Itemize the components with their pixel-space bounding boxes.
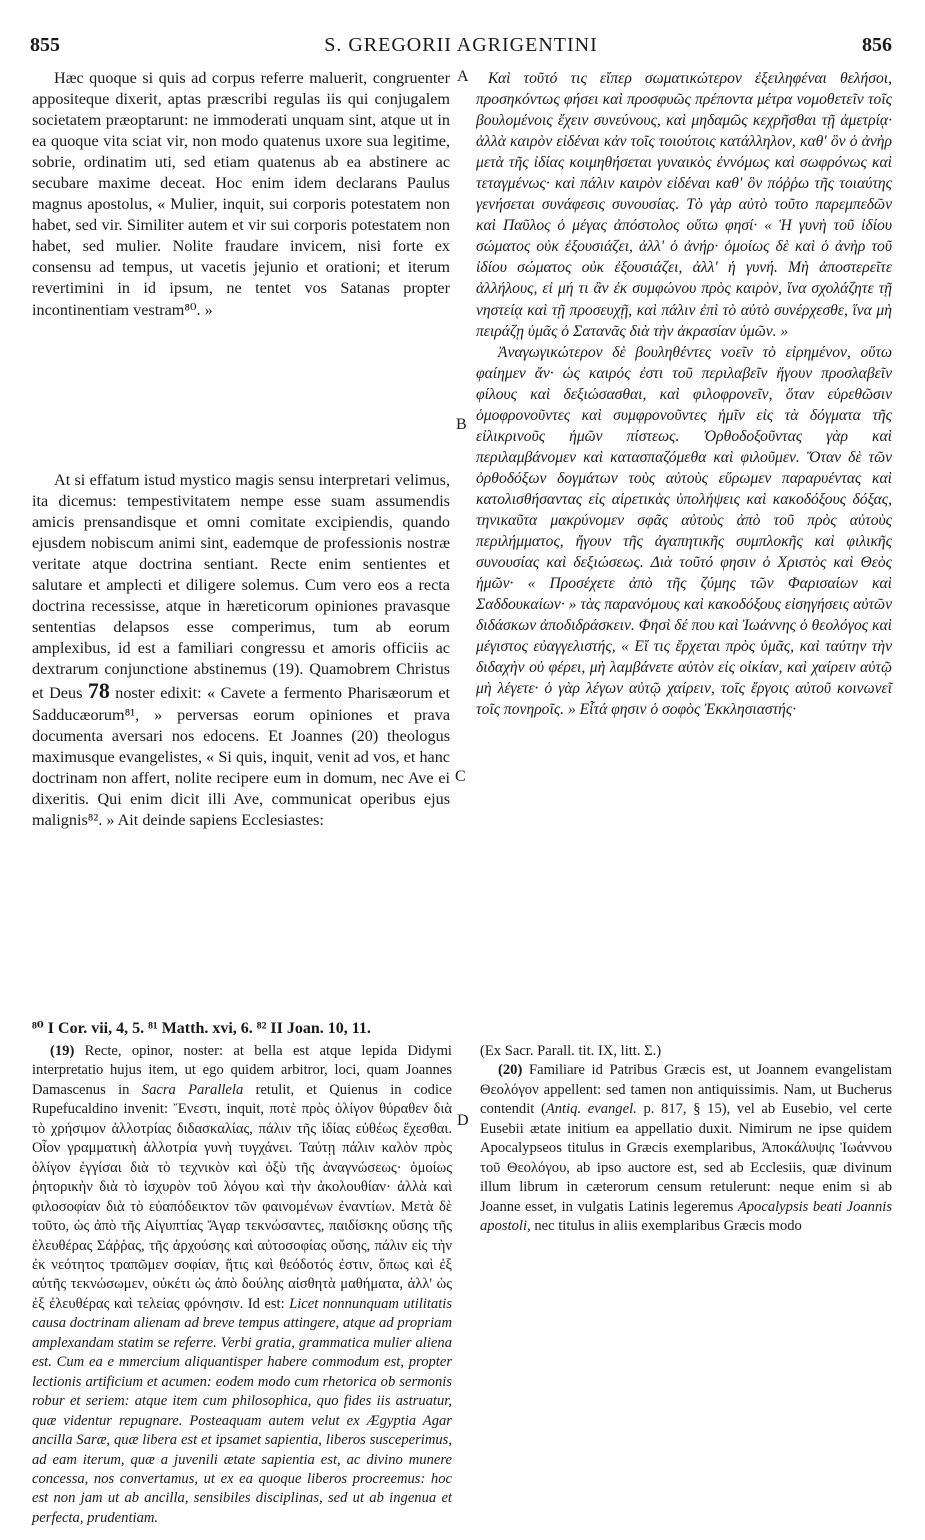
note-19-label: (19): [50, 1043, 75, 1059]
running-title: S. GREGORII AGRIGENTINI: [324, 34, 598, 56]
latin-column-part-1: [32, 68, 450, 321]
note-19-translation: Licet nonnunquam utilitatis causa doctrinam alienam ad breve tempus attingere, atque ad propriam amplexandam statim se referre. Verbi gratia, grammatica mulier aliena est. Cum ea e mmercium aliquantisper habere commodum est, propter lectionis artificium et acumen: eodem modo cum rhetorica ob sermonis robur et seriem: atque item cum philosophica, quo fides iis astruatur, quæ videntur repugnare. Posteaquam autem velut ex Ægyptia Agar ancilla Saræ, quæ libera est et ipsamet sapientia, liberos susceperimus, ad eam iterum, quæ a juvenili ætate sapientia est, ac divino munere concessa, nos convertamus, ut ex ea quoque liberos procreemus: hoc est non jam ut ab ancilla, sensibiles disciplinas, sed ut ab ingenua et perfecta, prudentiam.: [32, 1295, 453, 1526]
margin-letter-d: D: [457, 1112, 469, 1129]
margin-letter-b: B: [456, 416, 467, 433]
margin-letter-a: A: [457, 68, 469, 85]
note-20-italic-b: Apocalypsis beati Joannis apostoli,: [480, 1198, 892, 1235]
note-19-text-a: Recte, opinor, noster: at bella est atque lepida Didymi interpretatio hujus item, ut ego quidem arbitror, loci, quam Joannes Damascenus in: [32, 1043, 452, 1098]
note-20-paragraph: [480, 1061, 892, 1236]
note-20-italic-a: Antiq. evangel.: [545, 1101, 637, 1118]
page-number-left: 855: [30, 34, 60, 56]
edition-number: 78: [87, 678, 110, 704]
note-19-source: (Ex Sacr. Parall. tit. IX, litt. Σ.): [480, 1043, 662, 1059]
note-20-label: (20): [498, 1062, 523, 1079]
page-header: [30, 34, 892, 62]
latin-column-part-2: [32, 470, 450, 831]
scripture-references: ⁸⁰ I Cor. vii, 4, 5. ⁸¹ Matth. xvi, 6. ⁸² II Joan. 10, 11.: [32, 1020, 371, 1037]
greek-paragraph-2: Ἀναγωγικώτερον δὲ βουληθέντες νοεῖν τὸ εἰρημένον, οὕτω φαίημεν ἄν· ὡς καιρός ἐστι τοῦ περιλαβεῖν ἤγουν προσλαβεῖν φίλους καὶ δεξιώσασθαι, καὶ φιλοφρονεῖν, ὅταν εὑρεθῶσιν ὁμοφρονοῦντες καὶ συμφρονοῦντες ἡμῖν εἰς τὰ δόγματα τῆς εἰλικρινοῦς ἡμῶν πίστεως. Ὀρθοδοξοῦντας γὰρ καὶ περιλαμβάνομεν καὶ κατασπαζόμεθα καὶ φιλοῦμεν. Ὅταν δὲ τῶν ὀρθοδόξων δογμάτων τοὺς αὐτοὺς εὕρωμεν παραρυέντας καὶ κατολισθήσαντας εἰς αἱρετικὰς ὑπολήψεις καὶ κακοδόξους δόξας, τηνικαῦτα μακρύνομεν σφᾶς αὐτοὺς ἀπὸ τοῦ πρὸς αὐτοὺς περιλήμματος, ἤγουν τῆς ἀγαπητικῆς συμπλοκῆς καὶ φιλικῆς συνουσίας καὶ δεξιώσεως. Διὰ τοῦτό φησιν ὁ Χριστὸς καὶ Θεὸς ἡμῶν· « Προσέχετε ἀπὸ τῆς ζύμης τῶν Φαρισαίων καὶ Σαδδουκαίων· » τὰς παρανόμους καὶ κακοδόξους εἰσηγήσεις αὐτῶν διδάσκων ἀποδιδράσκειν. Φησὶ δέ που καὶ Ἰωάννης ὁ θεολόγος καὶ μέγιστος εὐαγγελιστής, « Εἴ τις ἔρχεται πρὸς ὑμᾶς, καὶ ταύτην τὴν διδαχὴν οὐ φέρει, μὴ λαμβάνετε αὐτὸν εἰς οἰκίαν, καὶ χαίρειν αὐτῷ μὴ λέγετε· ὁ γὰρ λέγων αὐτῷ χαίρειν, τοῖς ἔργοις αὐτοῦ κοινωνεῖ τοῖς πονηροῖς. » Εἶτά φησιν ὁ σοφὸς Ἐκκλησιαστής·: [476, 343, 892, 719]
note-20-text-a: Familiare id Patribus Græcis est, ut Joannem evangelistam Θεολόγον appellent: sed tamen non antiquissimis. Nam, ut Bucherus contendit (: [480, 1062, 892, 1118]
note-20-text-b: p. 817, § 15), vel ab Eusebio, vel certe Eusebii ætate initium ea appellatio duxit. Nimirum ne ipse quidem Apocalypseos titulus in Græcis exemplaribus, Ἀποκάλυψις Ἰωάννου τοῦ Θεολόγου, ab ipso auctore est, sed ab Ecclesiis, quæ divinum illum librum in cæterorum censum retulerunt: neque enim si ab Joanne esset, in vulgatis Latinis legeremus: [480, 1101, 892, 1215]
page-number-right: 856: [862, 34, 892, 56]
note-19: [32, 1042, 452, 1528]
latin-paragraph-2-b: noster edixit: « Cavete a fermento Pharisæorum et Sadducæorum⁸¹, » perversas eorum opiniones et prava documenta aversari nos edocens. Et Joannes (20) theologus maximusque evangelistes, « Si quis, inquit, venit ad vos, et hanc doctrinam non affert, nolite recipere eum in domum, nec Ave ei dixeritis. Qui enim dicit illi Ave, communicat operibus ejus malignis⁸². » Ait deinde sapiens Ecclesiastes:: [32, 684, 451, 829]
note-19-text-b: retulit, et Quienus in codice Rupefucaldino invenit: Ἔνεστι, inquit, ποτὲ πρὸς ὀλίγον θύραθεν διὰ τὸ χρήσιμον ἀλλοτρίας διδασκαλίας, πάλιν τῆς ἰδίας εὐθέως ἔχεσθαι. Οἷον γραμματικὴ ἀλλοτρία γυνὴ τυγχάνει. Ταύτῃ πάλιν καλὸν πρὸς ὀλίγον ἐγγίσαι διὰ τὸ τεχνικὸν καὶ ὀξὺ τῆς ἀναγνώσεως· ὁμοίως ῥητορικὴν διὰ τὸ ἰσχυρὸν τοῦ λόγου καὶ τὴν ἀκολουθίαν· ἀλλὰ καὶ φιλοσοφίαν διὰ τὸ εὐαπόδεικτον τῶν φαινομένων ἐναντίων. Μετὰ δὲ τοῦτο, ὡς ἀπὸ τῆς Αἰγυπτίας Ἄγαρ τεκνώσαντες, παιδίσκης οὔσης τῆς ἐλευθέρας Σάῤῥας, τῆς ἀρχούσης καὶ αὐτοσοφίας οὔσης, πάλιν εἰς τὴν ἐκ νεότητος τραπῶμεν σοφίαν, ἥτις καὶ θεόδοτός ἐστιν, ὅπως καὶ ἐξ αὐτῆς τεκνώσωμεν, οὐκέτι ὡς ἀπὸ δούλης αἰσθητὰ μαθήματα, ἀλλ' ὡς ἐξ ἐλευθέρας καὶ τελείας φρόνησιν. Id est:: [32, 1081, 452, 1312]
note-20-text-c: nec titulus in aliis exemplaribus Græcis modo: [534, 1218, 802, 1235]
margin-letter-c: C: [455, 768, 466, 785]
greek-column: [476, 68, 892, 720]
note-19-paragraph: [32, 1042, 452, 1528]
note-continuation-and-20: [480, 1042, 892, 1237]
latin-paragraph-2-a: At si effatum istud mystico magis sensu interpretari velimus, ita dicemus: tempestivitatem nempe esse suam assumendis amicis prensandisque et omni comitate excipiendis, quando ejusdem nobiscum animi sint, eademque de professionis nostræ veritate atque doctrina sentiant. Recte enim sentientes et salutare et amplecti et diligere solemus. Cum vero eos a recta doctrina recessisse, atque in hæreticorum opiniones pravasque sententias delapsos esse comperimus, tum ab eorum amplexibus, id est a familiari congressu et amoris officiis ac dextrarum conjunctione abstinemus (19). Quamobrem Christus et Deus: [32, 471, 450, 703]
note-19-italic-a: Sacra Parallela: [141, 1081, 244, 1098]
greek-paragraph-1: Καὶ τοῦτό τις εἴπερ σωματικώτερον ἐξειληφέναι θελήσοι, προσηκόντως φήσει καὶ προσφυῶς πρέποντα μέτρα νομοθετεῖν τοῖς βουλομένοις ἔχειν συνεύνους, καὶ μηδαμῶς κεχρῆσθαι τῇ ἀμετρίᾳ· ἀλλὰ καιρὸν εἰδέναι κἀν τοῖς τοιούτοις κατάλληλον, καθ' ὃν ὁ ἀνὴρ μετὰ τῆς ἰδίας κοιμηθήσεται γυναικὸς ἐννόμως καὶ σωφρόνως καὶ τεταγμένως· καὶ πάλιν καιρὸν εἰδέναι καθ' ὃν πόῤῥω τῆς τοιαύτης γενήσεται συνάφεσις συνουσίας. Τὸ γὰρ αὐτὸ τοῦτο παρεμπεδῶν καὶ Παῦλος ὁ μέγας ἀπόστολος οὕτω φησί· « Ἡ γυνὴ τοῦ ἰδίου σώματος οὐκ ἐξουσιάζει, ἀλλ' ὁ ἀνήρ· ὁμοίως δὲ καὶ ὁ ἀνὴρ τοῦ ἰδίου σώματος οὐκ ἐξουσιάζει, ἀλλ' ἡ γυνή. Μὴ ἀποστερεῖτε ἀλλήλους, εἰ μή τι ἂν ἐκ συμφώνου πρὸς καιρὸν, ἵνα σχολάζητε τῇ νηστείᾳ καὶ τῇ προσευχῇ, καὶ πάλιν ἐπὶ τὸ αὐτὸ συνέρχεσθε, ἵνα μὴ πειράζῃ ὑμᾶς ὁ Σατανᾶς διὰ τὴν ἀκρασίαν ὑμῶν. »: [476, 70, 892, 340]
latin-paragraph-2: [32, 470, 450, 831]
latin-paragraph-1: Hæc quoque si quis ad corpus referre maluerit, congruenter appositeque dixerit, aptas præscribi regulas iis qui conjugalem societatem præoptarunt: ne immoderati unquam sint, atque ut in ea quoque vita sciat vir, non modo quatenus uxore sua legitime, sobrie, ordinatim uti, sed etiam quatenus ab ea abstinere ac secubare maxime deceat. Hoc enim idem declarans Paulus magnus apostolus, « Mulier, inquit, sui corporis potestatem non habet, sed vir. Similiter autem et vir sui corporis potestatem non habet, sed mulier. Nolite fraudare invicem, nisi forte ex consensu ad tempus, ut vacetis jejunio et orationi; et iterum revertimini in id ipsum, ne tentet vos Satanas propter incontinentiam vestram⁸⁰. »: [32, 69, 450, 319]
